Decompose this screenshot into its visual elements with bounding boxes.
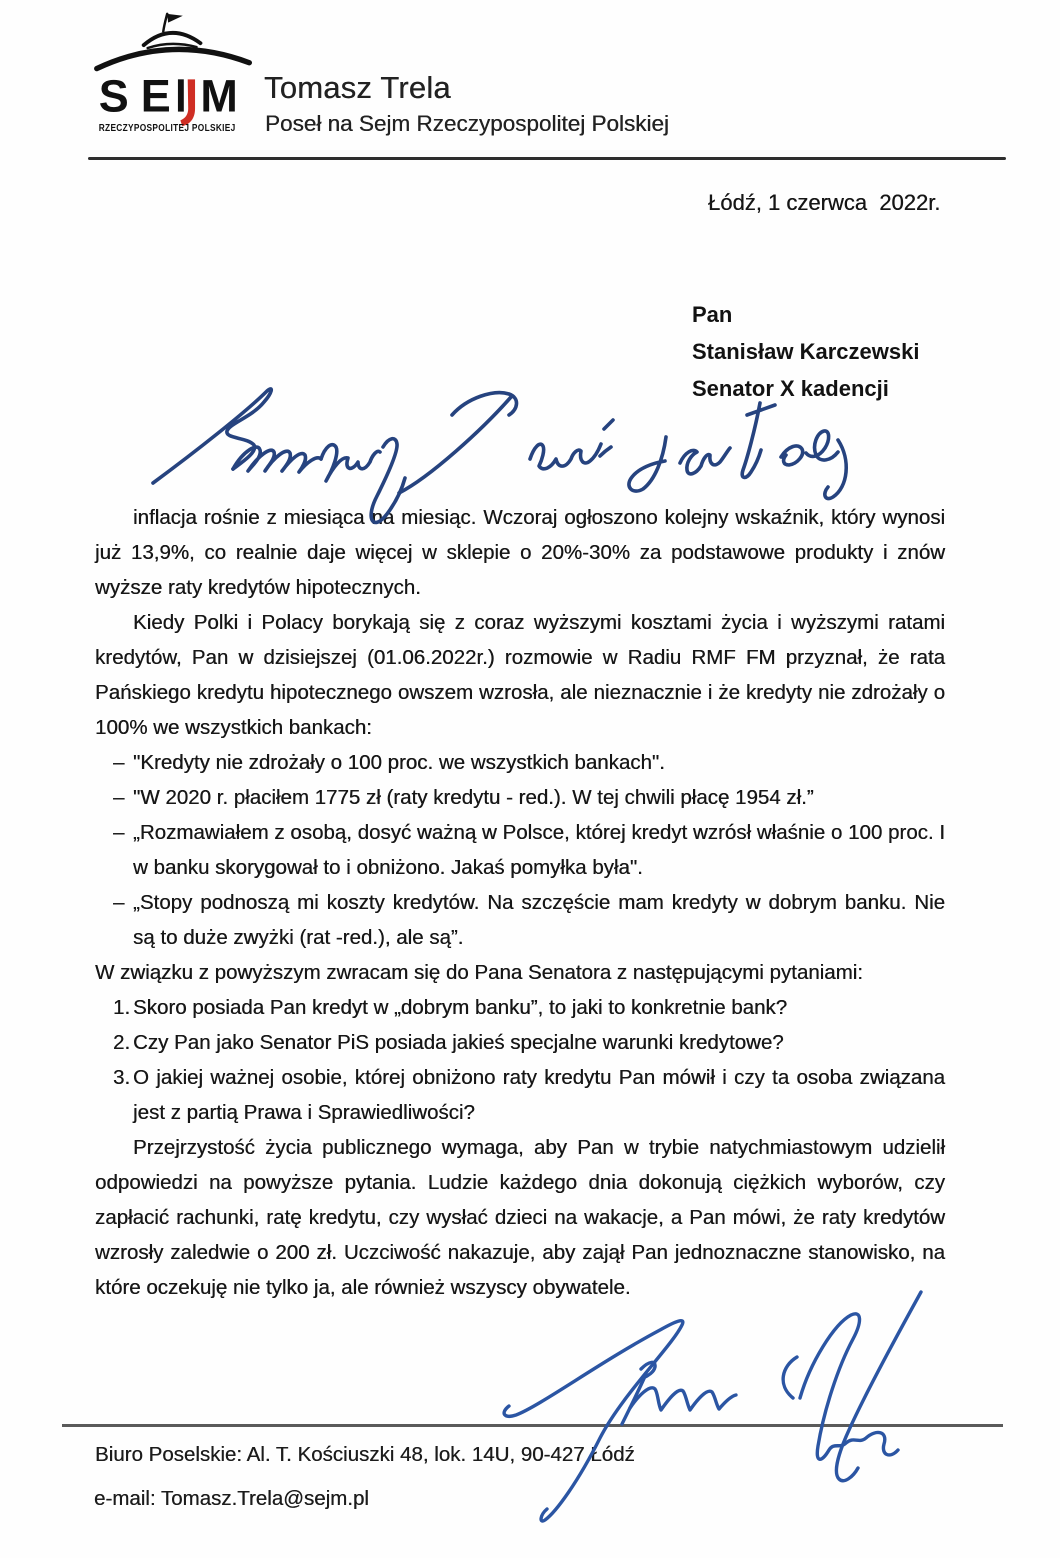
logo-letter-j (178, 79, 195, 126)
paragraph-radio-interview: Kiedy Polki i Polacy borykają się z coraz wyższymi kosztami życia i wyższymi ratami kredytów, Pan w dzisiejszej (01.06.2022r.) rozmowie w Radiu RMF FM przyznał, że rata Pańskiego kredytu hipotecznego owszem wzrosła, ale nieznacznie i że kredyty nie zdrożały o 100% we wszystkich bankach: (95, 611, 945, 739)
quote-text: "Kredyty nie zdrożały o 100 proc. we wszystkich bankach". (133, 751, 665, 774)
flag-icon (163, 14, 183, 32)
question-item (95, 1060, 945, 1130)
quote-item (95, 815, 945, 885)
logo-letter-e: E (140, 70, 171, 122)
quote-item (95, 885, 945, 955)
dash-marker: – (113, 891, 125, 914)
sender-role: Poseł na Sejm Rzeczypospolitej Polskiej (265, 111, 669, 136)
office-address: Biuro Poselskie: Al. T. Kościuszki 48, lok. 14U, 90-427 Łódź (95, 1443, 635, 1466)
dash-marker: – (113, 751, 125, 774)
dateline: Łódź, 1 czerwca 2022r. (708, 190, 941, 215)
logo-caption: RZECZYPOSPOLITEJ POLSKIEJ (98, 123, 236, 135)
signature-handwriting (504, 1292, 921, 1521)
footer-rule (62, 1424, 1003, 1427)
question-text: O jakiej ważnej osobie, której obniżono raty kredytu Pan mówił i czy ta osoba związana jest z partią Prawa i Sprawiedliwości? (133, 1066, 945, 1124)
question-item (95, 1025, 945, 1060)
sender-name: Tomasz Trela (264, 70, 451, 105)
question-text: Czy Pan jako Senator PiS posiada jakieś specjalne warunki kredytowe? (133, 1031, 784, 1054)
addressee-name: Stanisław Karczewski (692, 339, 920, 364)
quote-item (95, 780, 945, 815)
dash-marker: – (113, 821, 125, 844)
question-number: 3. (113, 1066, 131, 1089)
logo-letter-m: M (200, 70, 238, 122)
question-item (95, 990, 945, 1025)
addressee-function: Senator X kadencji (692, 376, 889, 401)
question-number: 1. (113, 996, 131, 1019)
sejm-logo (85, 6, 265, 138)
quote-text: "W 2020 r. płaciłem 1775 zł (raty kredytu - red.). W tej chwili płacę 1954 zł.” (133, 786, 814, 809)
question-list (95, 990, 945, 1130)
quote-text: „Rozmawiałem z osobą, dosyć ważną w Polsce, której kredyt wzrósł właśnie o 100 proc. I w banku skorygował to i obniżono. Jakaś pomyłka była". (133, 821, 945, 879)
question-number: 2. (113, 1031, 131, 1054)
quote-text: „Stopy podnoszą mi koszty kredytów. Na szczęście mam kredyty w dobrym banku. Nie są to duże zwyżki (rat -red.), ale są”. (133, 891, 945, 949)
letter-body (95, 500, 945, 1305)
parliament-dome-icon (97, 33, 250, 69)
logo-letter-s: S (98, 70, 129, 122)
question-text: Skoro posiada Pan kredyt w „dobrym banku”, to jaki to konkretnie bank? (133, 996, 788, 1019)
quote-item (95, 745, 945, 780)
questions-intro: W związku z powyższym zwracam się do Pana Senatora z następującymi pytaniami: (95, 961, 863, 984)
addressee-block (692, 296, 919, 407)
dash-marker: – (113, 786, 125, 809)
closing-paragraph: Przejrzystość życia publicznego wymaga, aby Pan w trybie natychmiastowym udzielił odpowiedzi na powyższe pytania. Ludzie każdego dnia dokonują ciężkich wyborów, czy zapłacić rachunki, ratę kredytu, czy wysłać dzieci na wakacje, a Pan mówi, że raty kredytów wzrosły zaledwie o 200 zł. Uczciwość nakazuje, aby zajął Pan jednoznaczne stanowisko, na które oczekuję nie tylko ja, ale również wszyscy obywatele. (95, 1136, 945, 1299)
email-address: e-mail: Tomasz.Trela@sejm.pl (94, 1487, 369, 1510)
addressee-title: Pan (692, 302, 733, 327)
header-rule (88, 157, 1006, 160)
paragraph-inflation: inflacja rośnie z miesiąca na miesiąc. Wczoraj ogłoszono kolejny wskaźnik, który wynosi już 13,9%, co realnie daje więcej w sklepie o 20%-30% za podstawowe produkty i znów wyższe raty kredytów hipotecznych. (95, 506, 945, 599)
quote-list (95, 745, 945, 955)
